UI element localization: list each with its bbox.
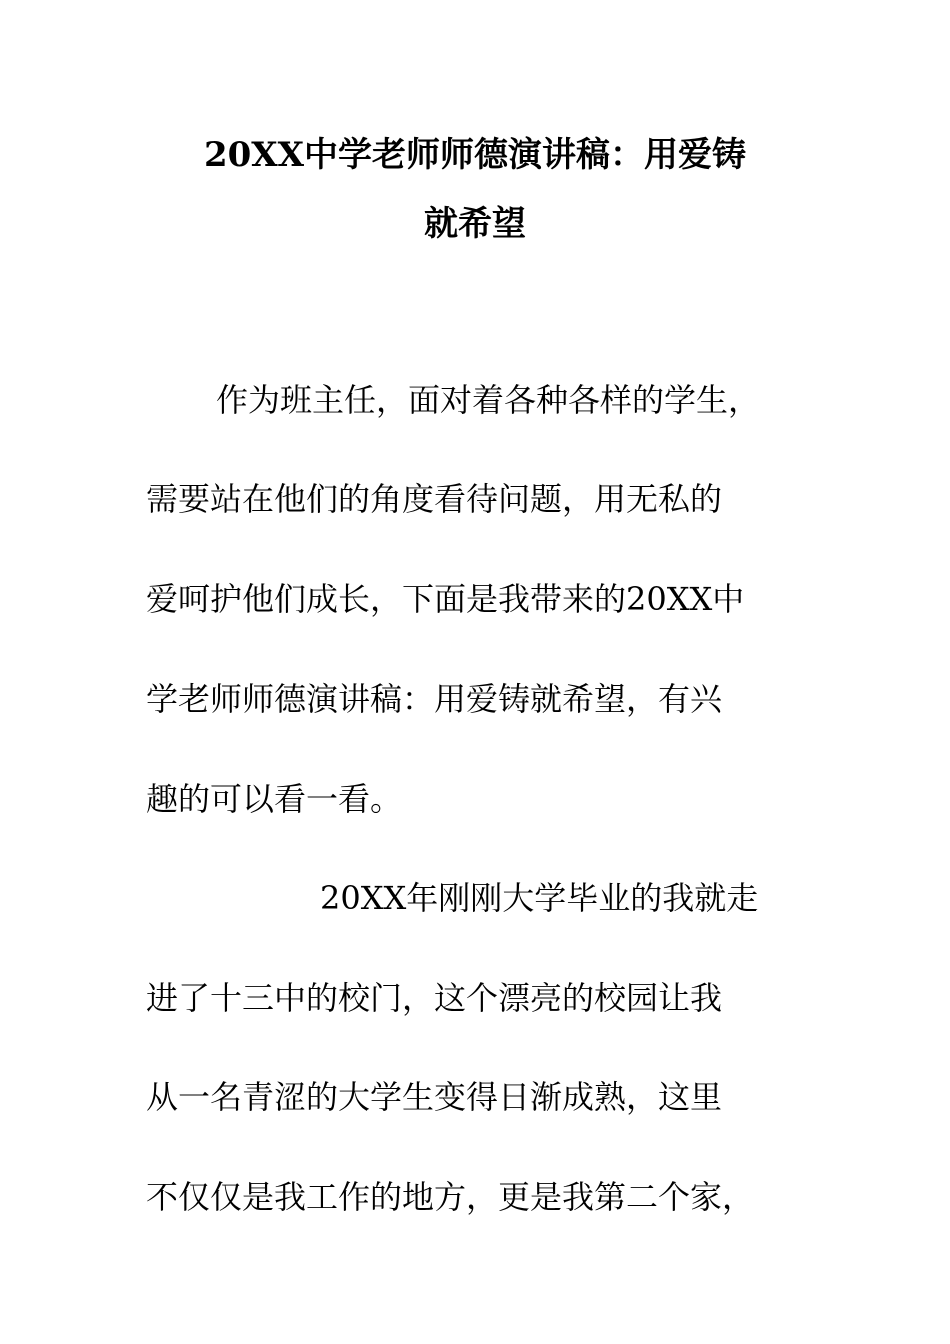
paragraph-2-line-4: 不仅仅是我工作的地方，更是我第二个家， — [146, 1178, 755, 1216]
document-title-line-1: 20XX中学老师师德演讲稿：用爱铸 — [203, 135, 747, 175]
paragraph-1-line-1: 作为班主任，面对着各种各样的学生， — [216, 381, 761, 419]
document-title-line-2: 就希望 — [424, 204, 526, 244]
paragraph-1-line-3: 爱呵护他们成长，下面是我带来的20XX中 — [146, 580, 745, 618]
paragraph-2-line-1: 20XX年刚刚大学毕业的我就走 — [320, 879, 759, 917]
paragraph-1-line-5: 趣的可以看一看。 — [146, 780, 403, 818]
paragraph-1-line-2: 需要站在他们的角度看待问题，用无私的 — [146, 480, 723, 518]
paragraph-2-line-2: 进了十三中的校门，这个漂亮的校园让我 — [146, 979, 723, 1017]
paragraph-2-line-3: 从一名青涩的大学生变得日渐成熟，这里 — [146, 1078, 723, 1116]
paragraph-1-line-4: 学老师师德演讲稿：用爱铸就希望，有兴 — [146, 680, 723, 718]
